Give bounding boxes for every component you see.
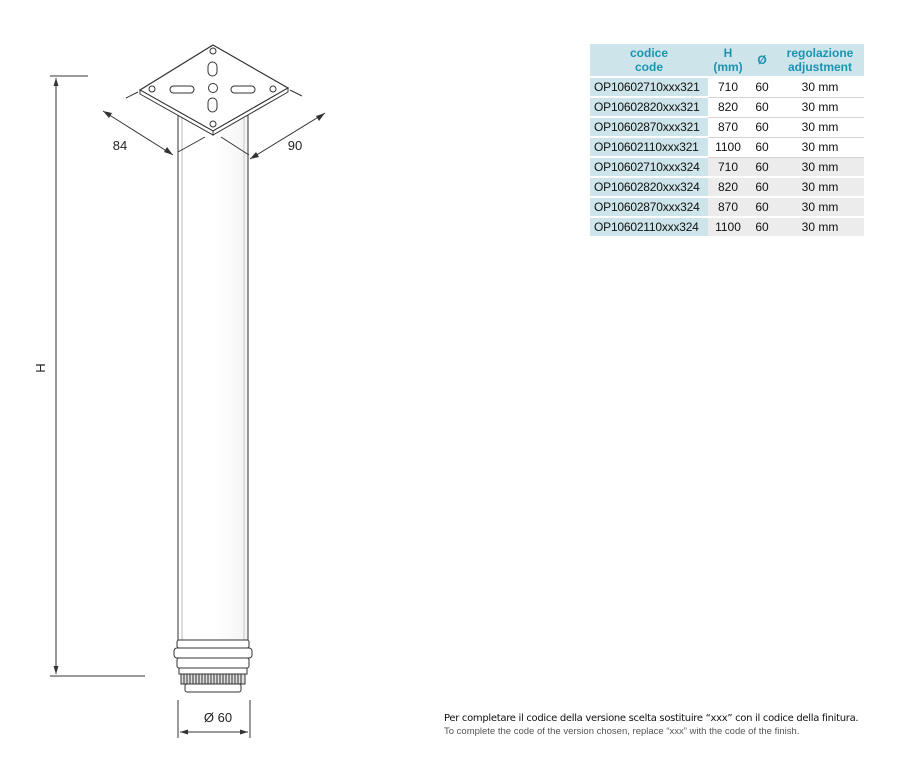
header-height: H (mm)	[708, 44, 748, 77]
cell-code: OP10602110xxx321	[590, 137, 708, 157]
dim-width-right-label: 90	[287, 138, 303, 153]
note-english: To complete the code of the version chosen, replace “xxx” with the code of the finish.	[444, 726, 800, 737]
table-row	[590, 157, 864, 177]
cell-height: 820	[708, 177, 748, 197]
header-diameter: Ø	[748, 44, 776, 77]
table-row	[590, 97, 864, 117]
cell-height: 1100	[708, 137, 748, 157]
cell-code: OP10602710xxx324	[590, 157, 708, 177]
cell-adjustment: 30 mm	[776, 97, 864, 117]
cell-code: OP10602820xxx321	[590, 97, 708, 117]
header-code: codice code	[590, 44, 708, 77]
dim-width-left-label: 84	[112, 138, 128, 153]
table-row	[590, 117, 864, 137]
cell-height: 870	[708, 117, 748, 137]
cell-code: OP10602710xxx321	[590, 77, 708, 97]
cell-code: OP10602110xxx324	[590, 217, 708, 237]
leg-tube	[178, 112, 248, 642]
cell-height: 820	[708, 97, 748, 117]
cell-adjustment: 30 mm	[776, 177, 864, 197]
cell-diameter: 60	[748, 177, 776, 197]
table-leg-drawing	[0, 0, 360, 780]
table-row	[590, 77, 864, 97]
cell-diameter: 60	[748, 157, 776, 177]
header-adjustment: regolazione adjustment	[776, 44, 864, 77]
cell-diameter: 60	[748, 217, 776, 237]
cell-diameter: 60	[748, 137, 776, 157]
table-row	[590, 197, 864, 217]
table-row	[590, 177, 864, 197]
table-row	[590, 217, 864, 237]
cell-diameter: 60	[748, 117, 776, 137]
cell-adjustment: 30 mm	[776, 137, 864, 157]
cell-code: OP10602870xxx321	[590, 117, 708, 137]
mounting-plate	[140, 45, 288, 135]
cell-diameter: 60	[748, 197, 776, 217]
code-note	[444, 712, 894, 738]
cell-adjustment: 30 mm	[776, 217, 864, 237]
spec-table	[590, 44, 864, 238]
adjustable-foot	[174, 640, 252, 692]
cell-height: 870	[708, 197, 748, 217]
table-row	[590, 137, 864, 157]
cell-height: 710	[708, 77, 748, 97]
cell-height: 1100	[708, 217, 748, 237]
cell-height: 710	[708, 157, 748, 177]
cell-adjustment: 30 mm	[776, 77, 864, 97]
dim-height-label: H	[33, 363, 48, 373]
cell-code: OP10602870xxx324	[590, 197, 708, 217]
cell-adjustment: 30 mm	[776, 197, 864, 217]
cell-diameter: 60	[748, 97, 776, 117]
cell-adjustment: 30 mm	[776, 157, 864, 177]
note-italian: Per completare il codice della versione scelta sostituire “xxx” con il codice della finitura.	[444, 713, 859, 724]
cell-diameter: 60	[748, 77, 776, 97]
height-dimension	[50, 76, 145, 676]
cell-code: OP10602820xxx324	[590, 177, 708, 197]
table-header-row	[590, 44, 864, 77]
dim-diameter-label: Ø 60	[203, 710, 233, 725]
cell-adjustment: 30 mm	[776, 117, 864, 137]
